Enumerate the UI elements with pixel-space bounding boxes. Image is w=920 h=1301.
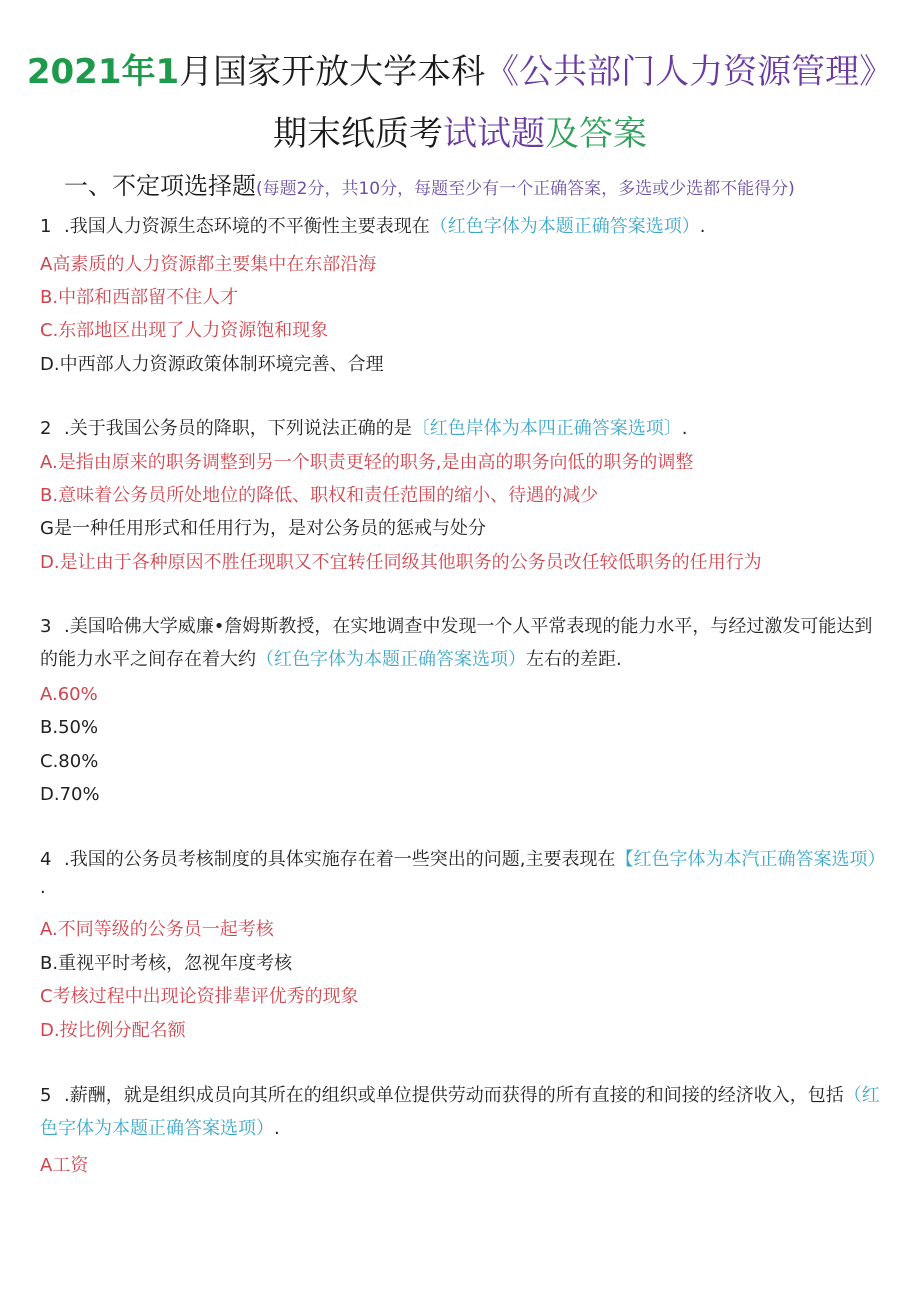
question-number: 1 (40, 216, 52, 237)
answer-hint: （红色字体为本题正确答案选项） (256, 649, 526, 670)
title-part-a: 期末纸质考 (273, 114, 443, 154)
question-number: 2 (40, 418, 52, 439)
question-1-option-a: A高素质的人力资源都主要集中在东部沿海 (40, 254, 377, 275)
question-1-option-d: D.中西部人力资源政策体制环境完善、合理 (40, 354, 384, 375)
question-3-option-d: D.70% (40, 784, 100, 805)
question-number: 3 (40, 616, 52, 637)
section-note: (每题2分，共10分，每题至少有一个正确答案，多选或少选都不能得分) (256, 179, 795, 199)
question-5-option-a: A工资 (40, 1155, 89, 1176)
question-2-option-c: G是一种任用形式和任用行为，是对公务员的惩戒与处分 (40, 518, 486, 539)
question-5 (40, 1079, 880, 1145)
question-3-option-a: A.60% (40, 684, 98, 705)
question-stem: .美国哈佛大学威廉•詹姆斯教授，在实地调查中发现一个人平常表现的能力水平，与经过激发可能达到的能力水平之间存在着大约 (40, 616, 873, 670)
question-tail: 左右的差距. (526, 649, 622, 670)
title-year: 2021年1 (26, 52, 180, 92)
title-course: 《公共部门人力资源管理》 (485, 52, 894, 92)
question-1-option-b: B.中部和西部留不住人才 (40, 287, 239, 308)
question-stem: .薪酬，就是组织成员向其所在的组织或单位提供劳动而获得的所有直接的和间接的经济收入，包括 (64, 1085, 844, 1106)
question-stem: .关于我国公务员的降职，下列说法正确的是 (64, 418, 412, 439)
question-1-option-c: C.东部地区出现了人力资源饱和现象 (40, 320, 329, 341)
title-rest: 月国家开放大学本科 (179, 52, 486, 92)
title-part-c: 及答案 (545, 114, 647, 154)
question-2 (40, 412, 880, 445)
question-tail: . (274, 1118, 280, 1139)
question-4-option-a: A.不同等级的公务员一起考核 (40, 919, 274, 940)
question-3 (40, 610, 880, 676)
section-heading (64, 168, 795, 207)
page-title-line-2 (0, 112, 920, 156)
answer-hint: 【红色字体为本汽正确答案选项） (615, 849, 877, 870)
title-part-b: 试试题 (443, 114, 545, 154)
question-3-option-c: C.80% (40, 751, 99, 772)
answer-hint: 〔红色岸体为本四正确答案选项〕 (411, 418, 682, 439)
question-4-option-c: C考核过程中出现论资排辈评优秀的现象 (40, 986, 359, 1007)
answer-hint: （红色字体为本题正确答案选项） (429, 216, 700, 237)
question-number: 5 (40, 1085, 52, 1106)
question-1 (40, 210, 880, 243)
question-4-option-b: B.重视平时考核，忽视年度考核 (40, 953, 293, 974)
section-title: 一、不定项选择题 (64, 172, 256, 200)
question-number: 4 (40, 849, 52, 870)
question-tail: · (40, 882, 46, 903)
question-3-option-b: B.50% (40, 717, 99, 738)
question-2-option-d: D.是让由于各种原因不胜任现职又不宜转任同级其他职务的公务员改任较低职务的任用行为 (40, 552, 762, 573)
question-stem: .我国人力资源生态环境的不平衡性主要表现在 (64, 216, 430, 237)
question-tail: . (699, 216, 706, 237)
question-2-option-b: B.意味着公务员所处地位的降低、职权和责任范围的缩小、待遇的减少 (40, 485, 599, 506)
answer-hint: （红色字体为本题正确答案选项） (40, 1085, 880, 1139)
question-4 (40, 843, 880, 909)
question-2-option-a: A.是指由原来的职务调整到另一个职责更轻的职务,是由高的职务向低的职务的调整 (40, 452, 694, 473)
question-4-option-d: D.按比例分配名额 (40, 1020, 186, 1041)
question-tail: . (681, 418, 688, 439)
question-stem: .我国的公务员考核制度的具体实施存在着一些突出的问题,主要表现在 (64, 849, 616, 870)
page-title-line-1 (0, 50, 920, 94)
